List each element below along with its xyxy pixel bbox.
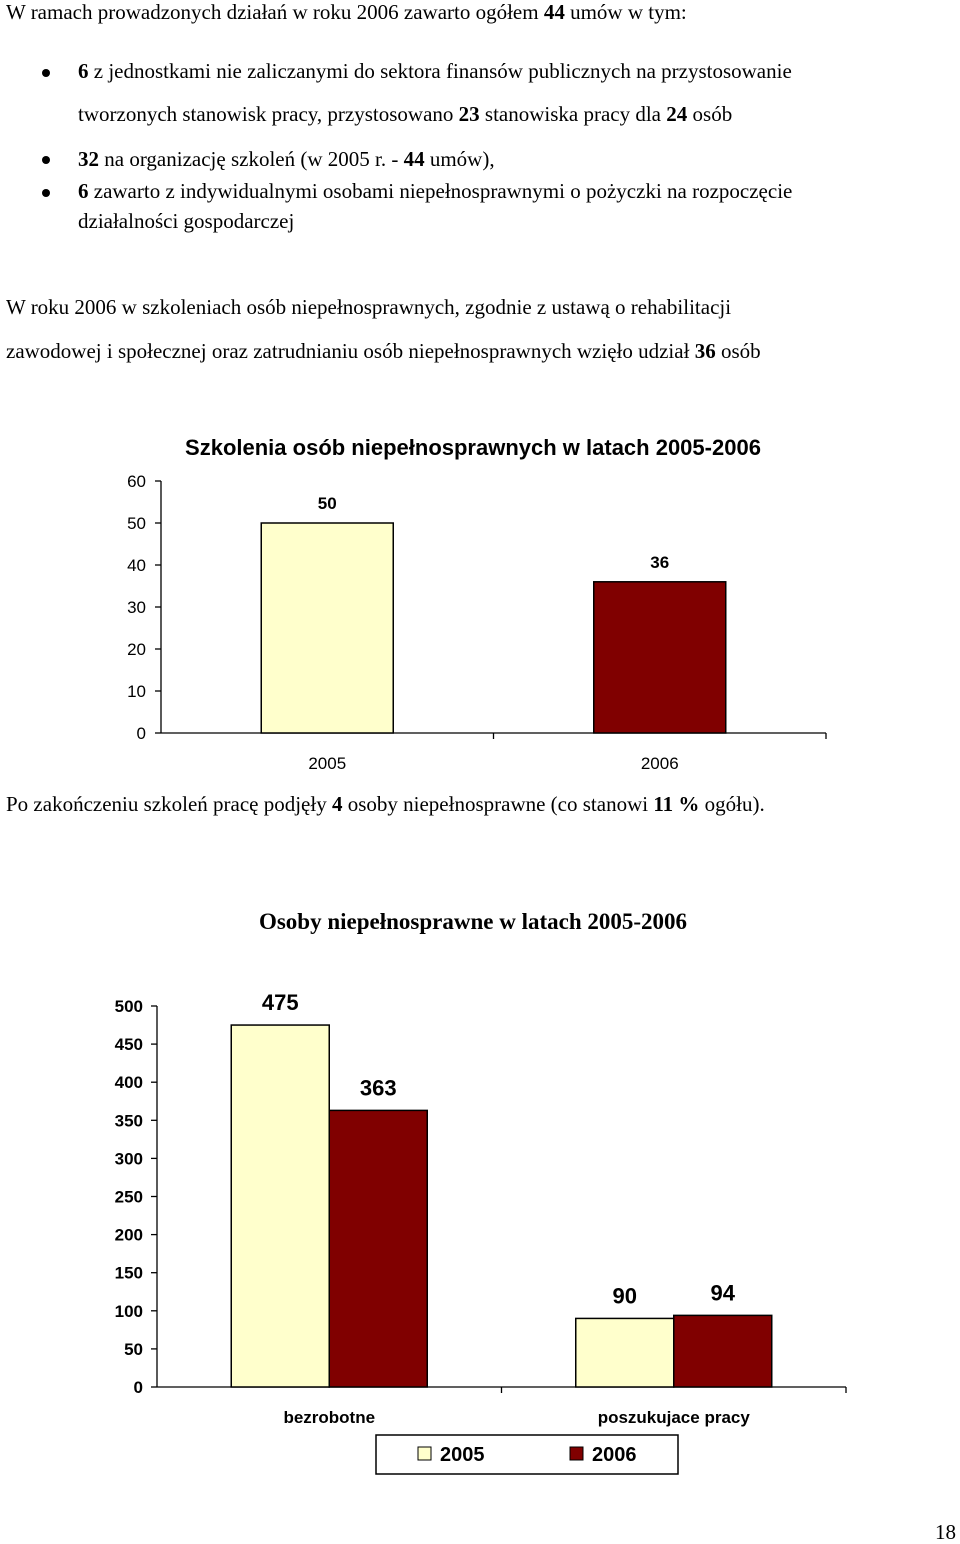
y-tick-label: 100 <box>114 1301 143 1321</box>
y-tick-label: 0 <box>133 1378 143 1397</box>
y-tick-label: 350 <box>114 1111 143 1131</box>
paragraph-text: osoby niepełnosprawne (co stanowi <box>342 792 654 816</box>
intro-paragraph <box>6 0 687 24</box>
y-tick-label: 500 <box>114 997 143 1016</box>
list-item <box>78 59 792 83</box>
x-tick-label: 2006 <box>640 754 679 773</box>
disabled-persons-chart <box>0 895 960 1495</box>
y-tick-label: 30 <box>127 598 146 617</box>
list-item-number: 23 <box>458 102 480 126</box>
y-tick-label: 250 <box>114 1187 143 1207</box>
data-label: 50 <box>317 494 337 513</box>
list-item-text: umów), <box>424 147 495 171</box>
list-item-text: działalności gospodarczej <box>78 209 295 233</box>
bullet-dot <box>42 69 50 77</box>
x-tick-label: bezrobotne <box>283 1408 376 1427</box>
y-tick-label: 50 <box>124 1339 143 1359</box>
training-chart <box>0 420 960 780</box>
data-label: 94 <box>710 1280 735 1306</box>
data-label: 36 <box>650 552 670 572</box>
paragraph-employment <box>6 792 765 816</box>
y-tick-label: 20 <box>127 640 146 659</box>
page-number: 18 <box>935 1520 956 1544</box>
y-tick-label: 400 <box>114 1073 143 1093</box>
list-item-text: na organizację szkoleń (w 2005 r. - <box>99 147 404 171</box>
list-item-text: tworzonych stanowisk pracy, przystosowano <box>78 102 459 126</box>
list-item-text: osób <box>687 102 733 126</box>
legend-label-2006: 2006 <box>592 1444 637 1466</box>
data-label: 475 <box>261 990 299 1016</box>
paragraph-text: osób <box>715 339 761 363</box>
bullet-dot <box>42 156 50 164</box>
x-tick-label: poszukujace pracy <box>597 1408 750 1427</box>
y-tick-label: 10 <box>127 682 146 701</box>
list-item-continuation <box>78 102 732 126</box>
list-item-continuation <box>78 209 294 233</box>
data-label: 90 <box>612 1283 637 1309</box>
list-item <box>78 147 495 171</box>
y-tick-label: 300 <box>114 1149 143 1169</box>
list-item-number: 24 <box>666 102 688 126</box>
bar <box>594 582 726 733</box>
y-tick-label: 40 <box>127 556 146 575</box>
bullet-dot <box>42 189 50 197</box>
paragraph-number: 4 <box>331 792 343 816</box>
list-item-number: 6 <box>78 179 89 203</box>
paragraph-text: Po zakończeniu szkoleń pracę podjęły <box>6 792 332 816</box>
legend-label-2005: 2005 <box>440 1444 485 1466</box>
list-item-number: 32 <box>78 147 99 171</box>
paragraph-training-line2 <box>6 339 761 363</box>
list-item-text: stanowiska pracy dla <box>479 102 667 126</box>
paragraph-number: 36 <box>694 339 716 363</box>
chart-title: Osoby niepełnosprawne w latach 2005-2006 <box>258 909 688 934</box>
chart-title: Szkolenia osób niepełnosprawnych w latach 2005-2006 <box>185 435 761 460</box>
list-item-number: 6 <box>78 59 89 83</box>
intro-text-1: W ramach prowadzonych działań w roku 2006 zawarto ogółem <box>6 0 544 24</box>
y-tick-label: 60 <box>127 472 146 491</box>
paragraph-text: zawodowej i społecznej oraz zatrudnianiu osób niepełnosprawnych wzięło udział <box>6 339 695 363</box>
list-item-text: z jednostkami nie zaliczanymi do sektora finansów publicznych na przystosowanie <box>88 59 792 83</box>
y-tick-label: 450 <box>114 1035 143 1055</box>
bar <box>231 1025 329 1387</box>
legend-swatch-2005 <box>418 1447 431 1460</box>
y-tick-label: 200 <box>114 1225 143 1245</box>
intro-number: 44 <box>543 0 565 24</box>
y-tick-label: 150 <box>114 1263 143 1283</box>
paragraph-number: 11 % <box>653 792 700 816</box>
data-label: 363 <box>359 1075 397 1101</box>
paragraph-text: ogółu). <box>699 792 765 816</box>
intro-text-2: umów w tym: <box>564 0 687 24</box>
y-tick-label: 50 <box>127 514 146 533</box>
paragraph-text: W roku 2006 w szkoleniach osób niepełnosprawnych, zgodnie z ustawą o rehabilitacji <box>6 295 732 319</box>
list-item-text: zawarto z indywidualnymi osobami niepełnosprawnymi o pożyczki na rozpoczęcie <box>88 179 793 203</box>
bar <box>329 1110 427 1387</box>
bar <box>674 1315 772 1387</box>
legend-swatch-2006 <box>570 1447 583 1460</box>
paragraph-training <box>6 295 731 319</box>
bar <box>576 1318 674 1387</box>
list-item-number: 44 <box>403 147 425 171</box>
x-tick-label: 2005 <box>308 754 347 773</box>
y-tick-label: 0 <box>136 724 146 743</box>
list-item <box>78 179 792 203</box>
bar <box>261 523 393 733</box>
